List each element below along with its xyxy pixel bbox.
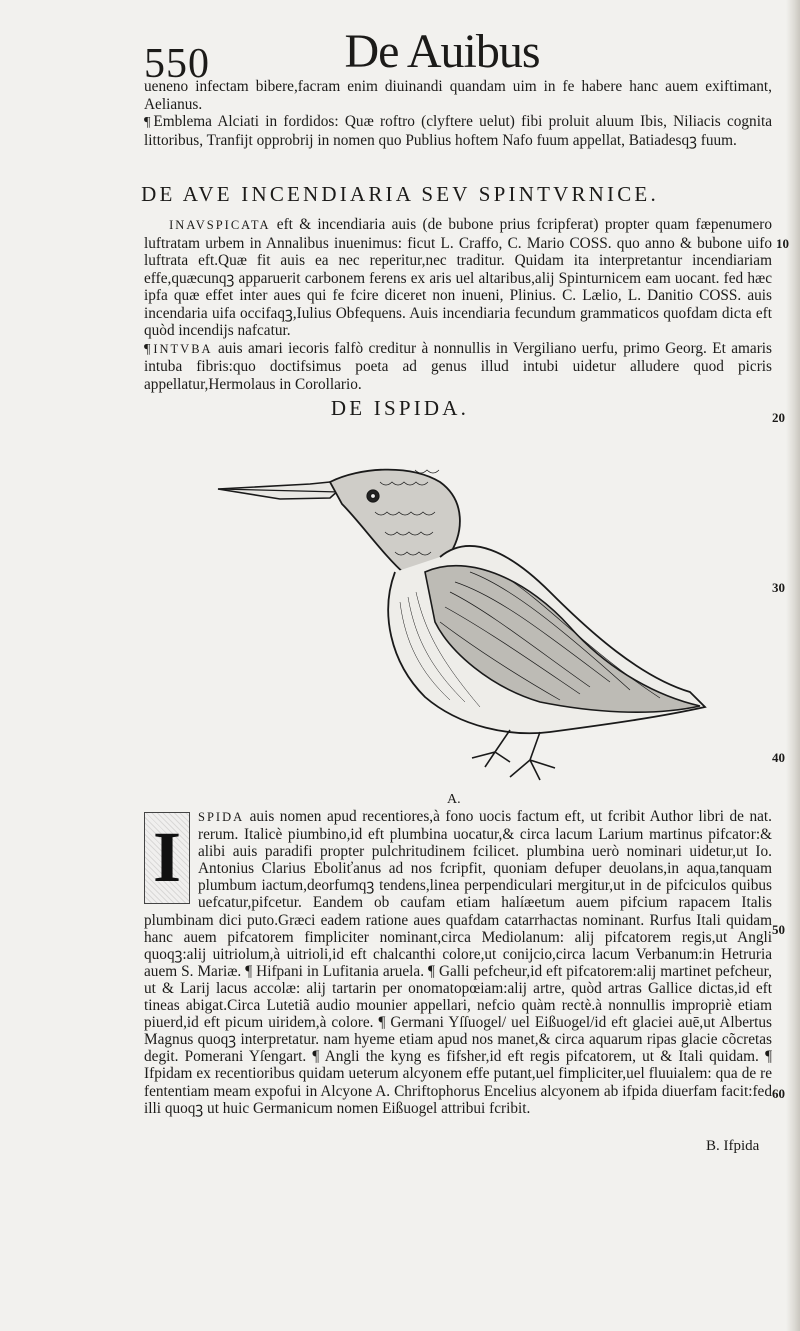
running-title [0,24,800,79]
emblem-paragraph [144,113,772,149]
pilcrow-icon: ¶ [144,341,151,357]
opening-text [144,78,772,149]
ispida-paragraph [144,808,772,1117]
incendiaria-body: eft & incendiaria auis (de bubone prius fcripferat) propter quam fæpenumero luftratam urbem in Annalibus inuenimus: ficut L. Craffo, C. Mario COSS. quo anno & bubone uifo luftrata eft.Quæ fit auis ea nec reperitur,nec traditur. Quidam ita interpretantur incendiariam effe,quæcunqꝫ apparuerit carbonem ferens ex aris uel altaribus,alij Spinturnicem eam uocant. fed hæc ipfa quæ effet inter aues qui fe fcire diceret non inueni, Plinius. C. Lælio, L. Danitio COSS. auis incendaria uifa occifaqꝫ,Iulius Obfequens. Auis incendiaria fecundum grammaticos quofdam dicta eft quòd incendijs nafcatur. [144,216,773,339]
incendiaria-text [144,216,772,393]
margin-number: 60 [772,1086,785,1101]
lead-word-2: INTVBA [153,341,213,356]
intuba-body: auis amari iecoris falfò creditur à nonnullis in Vergiliano uerfu, primo Georg. Et amaris intuba fibris:quo doctifsimus poeta ad genus illud intubi uidetur alludere quod picris appellatur,Hermolaus in Corollario. [144,339,772,393]
opening-paragraph: ueneno infectam bibere,facram enim diuinandi quandam uim in fe habere hanc auem exiftimant, Aelianus. [144,78,772,113]
margin-number: 30 [772,580,785,595]
margin-number: 20 [772,410,785,425]
margin-number: 50 [772,922,785,937]
intuba-paragraph [144,340,772,394]
lead-word: INAVSPICATA [169,218,271,232]
section-heading-ispida: DE ISPIDA. [330,396,470,420]
margin-number: 10 [776,236,789,251]
figure-label: A. [447,792,461,807]
initial-letter: I [145,813,189,903]
ispida-text [144,808,772,1117]
catchword: B. Ifpida [706,1138,760,1154]
section-heading-incendiaria: DE AVE INCENDIARIA SEV SPINTVRNICE. [141,182,659,206]
kingfisher-woodcut [210,462,710,792]
decorated-initial [144,812,190,904]
emblem-text: Emblema Alciati in fordidos: Quæ roftro (clyftere uelut) fibi proluit aluum Ibis, Niliacis cognita littoribus, Tranfijt opprobrij in nomen quo Publius hoftem Nafo fuum appellat, Batiadesqꝫ fuum. [144,113,772,149]
pilcrow-icon: ¶ [144,115,151,130]
margin-number: 40 [772,750,785,765]
incendiaria-paragraph [144,216,772,340]
page-number: 550 [144,41,210,87]
lead-word: SPIDA [198,810,245,824]
ispida-body: auis nomen apud recentiores,à fono uocis factum eft, ut fcribit Author libri de nat. rerum. Italicè piumbino,id eft plumbina uocatur,& circa lacum Larium martinus pifcator:& alibi auis paradifi propter pulchritudinem fcilicet. plumbina uerò nominari uidetur,ut Io. Antonius Clarius Eboliťanus ad nos fcripfit, quoniam defuper deuolans,in aqua,tanquam plumbum iactum,deorfumqꝫ tendens,linea perpendiculari mergitur,ut in de pifciculos quibus uefcatur,pifcetur. Eandem ob caufam etiam halíæetum auem pifcium rapacem Italis plumbinam dici puto.Græci eadem ratione aues quafdam catarrhactas nominant. Rurfus Itali quidam hanc auem pifcatorem fimpliciter nominant,circa Mediolanum: alij pifcatorem regis,ut Angli quoqꝫ:alij uitriolum,à uitrioli,id eft chalcanthi colore,ut conijcio,circa lacum Verbanum:in Hetruria auem S. Mariæ. ¶ Hifpani in Lufitania aruela. ¶ Galli pefcheur,id eft pifcatorem:alij martinet pefcheur, ut & Larij lacus accolæ: alij tartarin per onomatopœiam:alij artre, quòd artras Gallice dictas,id eft tineas abigat.Circa Lutetiã audio mounier appellari, nefcio quàm rectè.à nonnullis impropriè etiam piuerd,id eft picum uiridem,à colore. ¶ Germani Yſſuogel/ uel Eißuogel/id eft glaciei auē,ut Albertus Magnus quoqꝫ interpretatur. nam hyeme etiam apud nos manet,& circa aquarum ripas glacie cõcretas degit. Pomerani Yſengart. ¶ Angli the kyng es fifsher,id eft regis pifcatorem, ut & Itali quidam. ¶ Ifpidam ex recentioribus quidam ueterum alcyonem effe putant,uel fimpliciter,uel fluuialem: qua de re fententiam meam expofui in Alcyone A. Chriftophorus Encelius alcyonem ab ifpida diuerfam facit:fed illi quoqꝫ ut huic Germanicum nomen Eißuogel attribui fcribit. [144,808,772,1117]
running-title-text: De Auibus [344,25,540,78]
